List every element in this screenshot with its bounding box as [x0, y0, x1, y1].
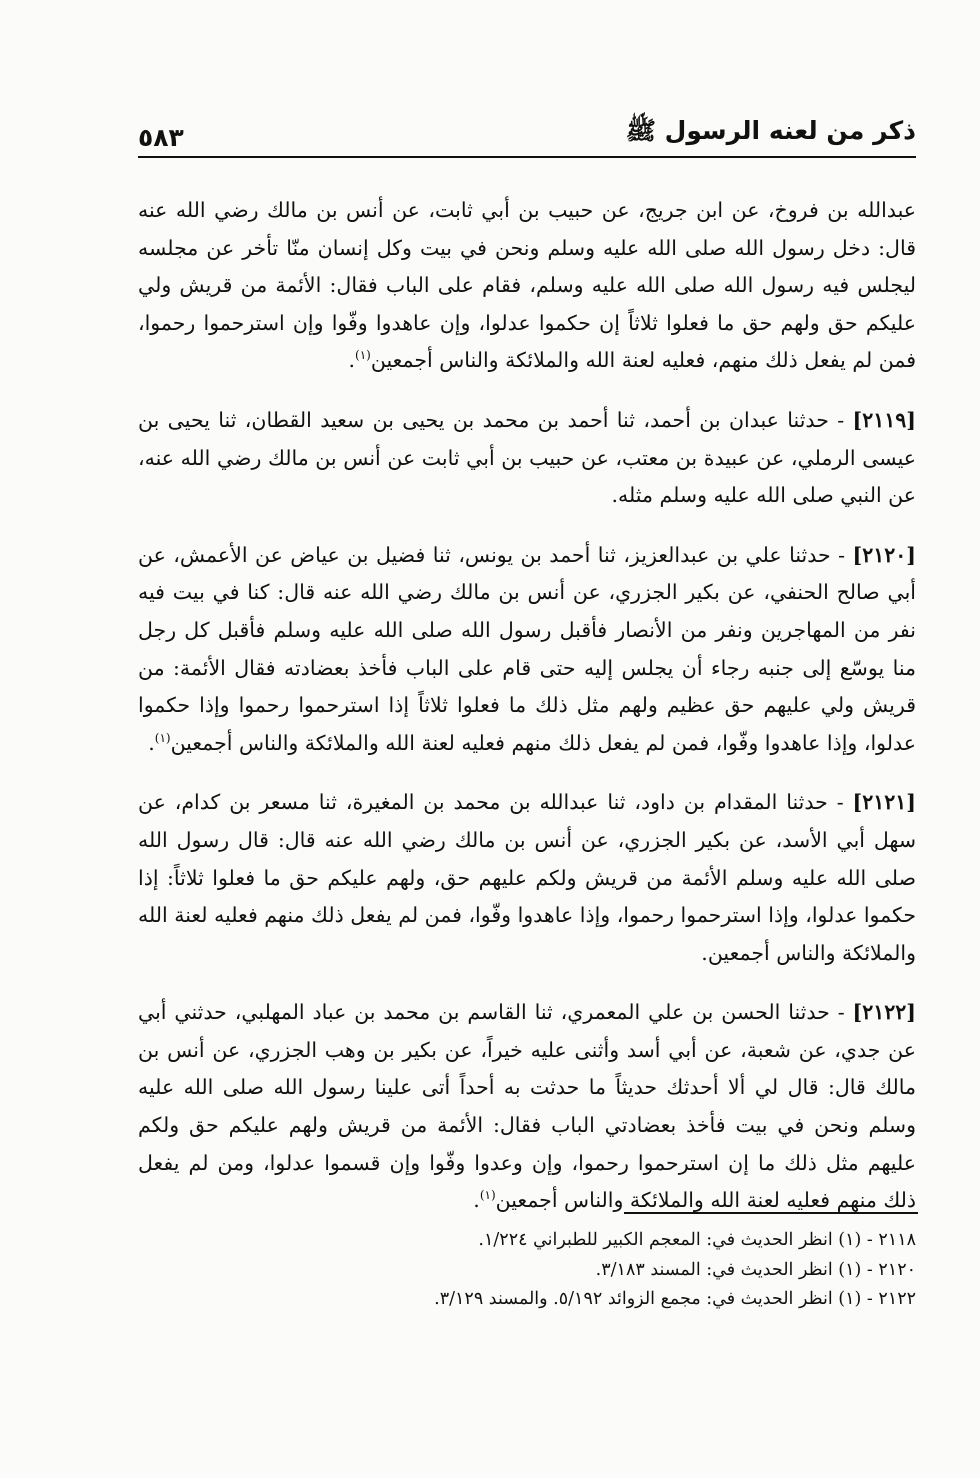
hadith-number: [٢١٢٢]: [852, 1000, 916, 1025]
hadith-paragraph: [٢١٢٢] - حدثنا الحسن بن علي المعمري، ثنا القاسم بن محمد بن عباد المهلبي، حدثني أبي عن جدي، عن شعبة، عن أبي أسد وأثنى عليه خيراً، عن بكير بن وهب الجزري، عن أنس بن مالك قال: قال لي ألا أحدثك حديثاً ما حدثت به أحداً أتى علينا رسول الله صلى الله عليه وسلم ونحن في بيت فأخذ بعضادتي الباب فقال: الأئمة من قريش ولهم عليكم حق ولكم عليهم مثل ذلك ما إن استرحموا رحموا، وإن وعدوا وفّوا وإن قسموا عدلوا، ومن لم يفعل ذلك منهم فعليه لعنة الله والملائكة والناس أجمعين$^{(١)}$.: [138, 1000, 916, 1213]
main-text: [138, 192, 916, 1220]
footnote: ٢١٢٠ - (١) انظر الحديث في: المسند ٣/١٨٣.: [595, 1259, 916, 1280]
hadith-text: - حدثنا المقدام بن داود، ثنا عبدالله بن محمد بن المغيرة، ثنا مسعر بن كدام، عن سهل أبي الأسد، عن بكير الجزري، عن أنس بن مالك رضي الله عنه قال: قال رسول الله صلى الله عليه وسلم الأئمة من قريش ولكم عليهم حق، ولهم عليكم حق ما فعلوا ثلاثاً: إذا حكموا عدلوا، وإذا استرحموا رحموا، وإذا عاهدوا وفّوا، فمن لم يفعل ذلك منهم فعليه لعنة الله والملائكة والناس أجمعين.: [138, 790, 916, 965]
hadith-number: [٢١٢٠]: [852, 542, 916, 567]
footnote-mark: (١): [154, 730, 171, 745]
hadith-paragraph: عبدالله بن فروخ، عن ابن جريج، عن حبيب بن أبي ثابت، عن أنس بن مالك رضي الله عنه قال: دخل رسول الله صلى الله عليه وسلم ونحن في بيت وكل إنسان منّا تأخر عن مجلسه ليجلس فيه رسول الله صلى الله عليه وسلم، فقام على الباب فقال: الأئمة من قريش ولي عليكم حق ولهم حق ما فعلوا ثلاثاً إن حكموا عدلوا، وإن عاهدوا وفّوا وإن استرحموا رحموا، فمن لم يفعل ذلك منهم، فعليه لعنة الله والملائكة والناس أجمعين$^{(١)}$.: [138, 198, 916, 373]
footnote-mark: (١): [479, 1188, 496, 1203]
footnote: ٢١١٨ - (١) انظر الحديث في: المعجم الكبير للطبراني ١/٢٢٤.: [478, 1230, 916, 1250]
hadith-paragraph: [138, 784, 916, 972]
chapter-title: ذكر من لعنه الرسول ﷺ: [625, 116, 916, 145]
page-number: ٥٨٣: [138, 123, 184, 152]
hadith-paragraph: [138, 402, 916, 515]
hadith-text: - حدثنا الحسن بن علي المعمري، ثنا القاسم بن محمد بن عباد المهلبي، حدثني أبي عن جدي، عن شعبة، عن أبي أسد وأثنى عليه خيراً، عن بكير بن وهب الجزري، عن أنس بن مالك قال: قال لي ألا أحدثك حديثاً ما حدثت به أحداً أتى علينا رسول الله صلى الله عليه وسلم ونحن في بيت فأخذ بعضادتي الباب فقال: الأئمة من قريش ولهم عليكم حق ولكم عليهم مثل ذلك ما إن استرحموا رحموا، وإن وعدوا وفّوا وإن قسموا عدلوا، ومن لم يفعل ذلك منهم فعليه لعنة الله والملائكة والناس أجمعين: [138, 1000, 916, 1213]
hadith-number: [٢١٢١]: [852, 790, 916, 815]
hadith-text: - حدثنا عبدان بن أحمد، ثنا أحمد بن محمد بن يحيى بن سعيد القطان، ثنا يحيى بن عيسى الرملي، عن عبيدة بن معتب، عن حبيب بن أبي ثابت عن أنس بن مالك رضي الله عنه، عن النبي صلى الله عليه وسلم مثله.: [138, 407, 916, 508]
footnote-divider: [624, 1212, 918, 1214]
hadith-text: عبدالله بن فروخ، عن ابن جريج، عن حبيب بن أبي ثابت، عن أنس بن مالك رضي الله عنه قال: دخل رسول الله صلى الله عليه وسلم ونحن في بيت وكل إنسان منّا تأخر عن مجلسه ليجلس فيه رسول الله صلى الله عليه وسلم، فقام على الباب فقال: الأئمة من قريش ولي عليكم حق ولهم حق ما فعلوا ثلاثاً إن حكموا عدلوا، وإن عاهدوا وفّوا وإن استرحموا رحموا، فمن لم يفعل ذلك منهم، فعليه لعنة الله والملائكة والناس أجمعين: [138, 198, 916, 373]
footnote: ٢١٢٢ - (١) انظر الحديث في: مجمع الزوائد ٥/١٩٢. والمسند ٣/١٢٩.: [434, 1289, 916, 1309]
footnotes: [138, 1226, 916, 1315]
running-header: [138, 112, 916, 158]
hadith-paragraph: [٢١٢٠] - حدثنا علي بن عبدالعزيز، ثنا أحمد بن يونس، ثنا فضيل بن عياض عن الأعمش، عن أبي صالح الحنفي، عن بكير الجزري، عن أنس بن مالك رضي الله عنه قال: كنا في بيت فيه نفر من المهاجرين ونفر من الأنصار فأقبل رسول الله صلى الله عليه وسلم فأقبل كل رجل منا يوسّع إلى جنبه رجاء أن يجلس إليه حتى قام على الباب فأخذ بعضادته فقال الأئمة: من قريش ولي عليهم حق عظيم ولهم مثل ذلك ما فعلوا ثلاثاً إذا استرحموا رحموا وإذا حكموا عدلوا، وإذا عاهدوا وفّوا، فمن لم يفعل ذلك منهم فعليه لعنة الله والملائكة والناس أجمعين$^{(١)}$.: [138, 542, 916, 755]
hadith-number: [٢١١٩]: [852, 407, 916, 432]
footnote-mark: (١): [355, 348, 371, 363]
hadith-text: - حدثنا علي بن عبدالعزيز، ثنا أحمد بن يونس، ثنا فضيل بن عياض عن الأعمش، عن أبي صالح الحنفي، عن بكير الجزري، عن أنس بن مالك رضي الله عنه قال: كنا في بيت فيه نفر من المهاجرين ونفر من الأنصار فأقبل رسول الله صلى الله عليه وسلم فأقبل كل رجل منا يوسّع إلى جنبه رجاء أن يجلس إليه حتى قام على الباب فأخذ بعضادته فقال الأئمة: من قريش ولي عليهم حق عظيم ولهم مثل ذلك ما فعلوا ثلاثاً إذا استرحموا رحموا وإذا حكموا عدلوا، وإذا عاهدوا وفّوا، فمن لم يفعل ذلك منهم فعليه لعنة الله والملائكة والناس أجمعين: [138, 542, 916, 755]
